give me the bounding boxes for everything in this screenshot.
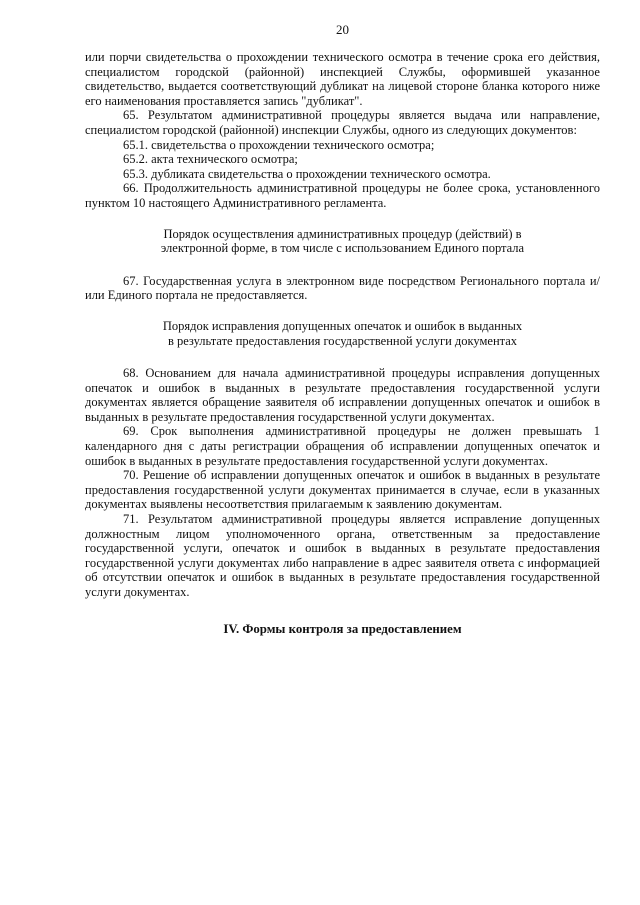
subheading-line: электронной форме, в том числе с использованием Единого портала	[160, 241, 525, 256]
paragraph-continuation: или порчи свидетельства о прохождении технического осмотра в течение срока его действия, специалистом городской (районной) инспекцией Службы, оформившей указанное свидетельство, выдается соответствующий дубликат на лицевой стороне бланка которого ниже его наименования проставляется запись "дубликат".	[85, 50, 600, 108]
paragraph-67: 67. Государственная услуга в электронном виде посредством Регионального портала и/или Единого портала не предоставляется.	[85, 273, 600, 303]
paragraph-65: 65. Результатом административной процедуры является выдача или направление, специалистом городской (районной) инспекции Службы, одного из следующих документов:	[85, 108, 600, 137]
section-heading: IV. Формы контроля за предоставлением	[223, 621, 462, 636]
list-item-65-1: 65.1. свидетельства о прохождении технического осмотра;	[123, 137, 435, 152]
paragraph-66: 66. Продолжительность административной процедуры не более срока, установленного пунктом 10 настоящего Административного регламента.	[85, 181, 600, 210]
list-item-65-2: 65.2. акта технического осмотра;	[123, 152, 298, 167]
list-item-65-3: 65.3. дубликата свидетельства о прохождении технического осмотра.	[123, 166, 491, 181]
paragraph-68: 68. Основанием для начала административной процедуры исправления допущенных опечаток и ошибок в выданных в результате предоставления государственной услуги документах является обращение заявителя об исправлении допущенных опечаток и ошибок в выданных в результате предоставления государственной услуги документах.	[85, 366, 600, 424]
subheading-corrections	[85, 319, 600, 348]
page-number: 20	[336, 22, 349, 37]
paragraph-71: 71. Результатом административной процедуры является исправление допущенных должностным лицом уполномоченного органа, ответственным за предоставление государственной услуги, опечаток и ошибок в выданных в результате предоставления государственной услуги документах либо направление в адрес заявителя ответа с информацией об отсутствии опечаток и ошибок в выданных в результате предоставления государственной услуги документах.	[85, 512, 600, 599]
paragraph-70: 70. Решение об исправлении допущенных опечаток и ошибок в выданных в результате предоставления государственной услуги документах принимается в случае, если в указанных документах выявлены несоответствия прилагаемым к заявлению документам.	[85, 468, 600, 512]
document-body	[85, 50, 600, 636]
paragraph-69: 69. Срок выполнения административной процедуры не должен превышать 1 календарного дня с даты регистрации обращения об исправлении допущенных опечаток и ошибок в выданных в результате предоставления государственной услуги документах.	[85, 424, 600, 468]
subheading-electronic-form	[85, 227, 600, 256]
subheading-line: Порядок исправления допущенных опечаток и ошибок в выданных	[162, 318, 523, 333]
subheading-line: Порядок осуществления административных процедур (действий) в	[163, 226, 522, 241]
subheading-line: в результате предоставления государственной услуги документах	[167, 333, 518, 348]
